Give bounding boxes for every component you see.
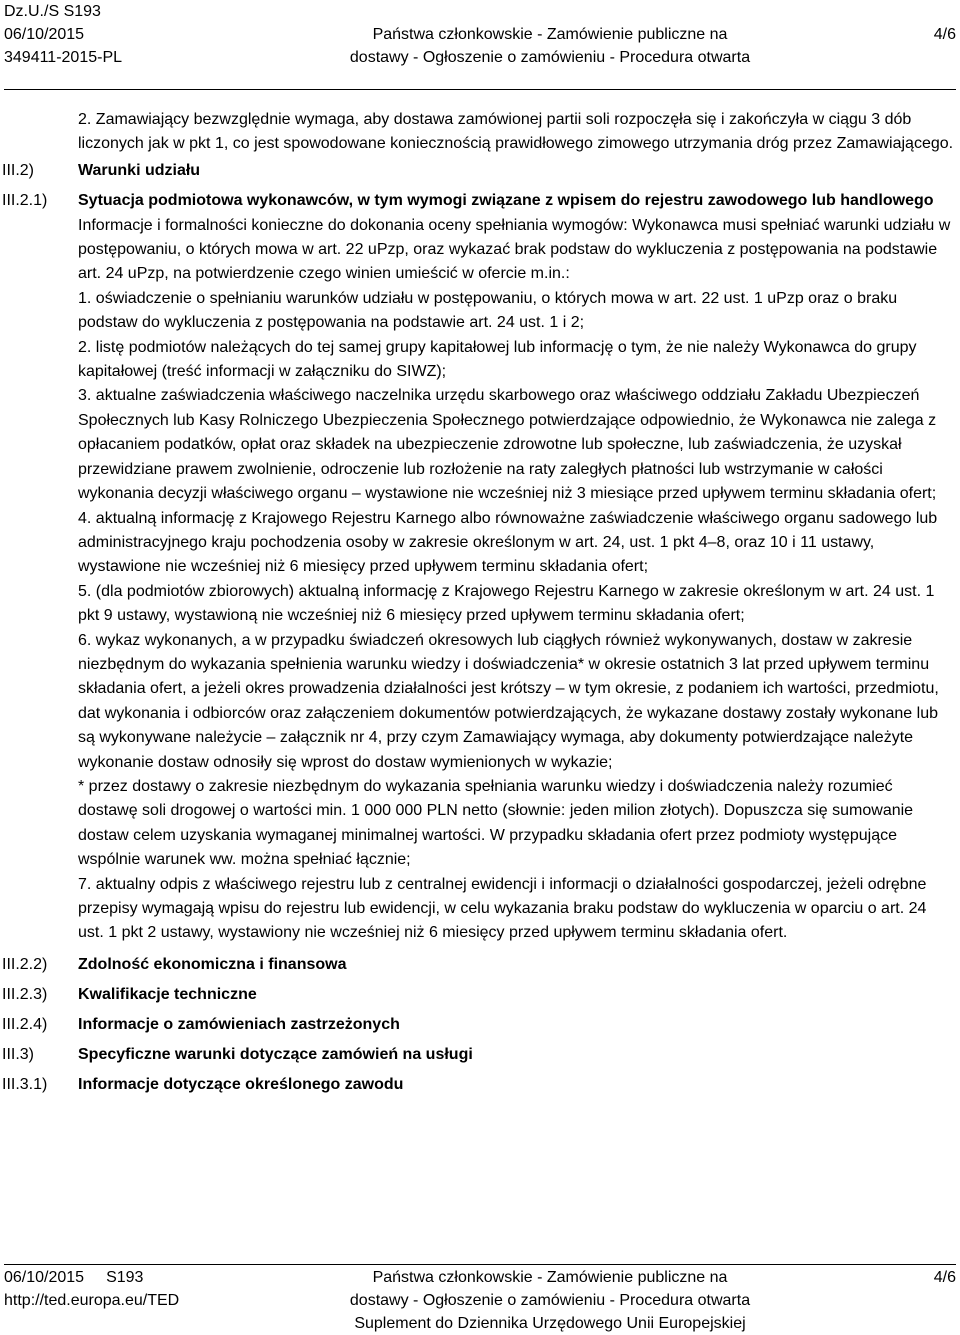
body-paragraph: 7. aktualny odpis z właściwego rejestru lub z centralnej ewidencji i informacji o działalności gospodarczej, jeżeli odrębne przepisy wymagają wpisu do rejestru lub ewidencji, w celu wykazania braku podstaw do wykluczenia w oparciu o art. 24 ust. 1 pkt 2 ustawy, wystawiony nie wcześniej niż 6 miesięcy przed upływem terminu składania ofert. [78, 875, 927, 942]
section-number: III.2.1) [2, 192, 48, 210]
footer-title-line3: Suplement do Dziennika Urzędowego Unii Europejskiej [354, 1315, 746, 1332]
header-page-number: 4/6 [933, 26, 956, 43]
body-paragraph: * przez dostawy o zakresie niezbędnym do wykazania spełniania warunku wiedzy i doświadczenia należy rozumieć dostawę soli drogowej o wartości min. 1 000 000 PLN netto (słownie: jeden milion złotych). Dopuszcza się sumowanie dostaw celem uzyskania wymaganej minimalnej wartości. W przypadku składania ofert przez podmioty występujące wspólnie warunek ww. można spełniać łącznie; [78, 777, 914, 869]
section-row-III-2-1 [0, 189, 960, 213]
header-title-line1: Państwa członkowskie - Zamówienie publiczne na [372, 26, 728, 43]
section-title-sytuacja: Sytuacja podmiotowa wykonawców, w tym wymogi związane z wpisem do rejestru zawodowego lub handlowego [78, 192, 934, 210]
header-divider [4, 89, 956, 90]
footer-title [300, 1266, 800, 1335]
journal-ref: Dz.U./S S193 [4, 3, 101, 20]
body-paragraph: 5. (dla podmiotów zbiorowych) aktualną informację z Krajowego Rejestru Karnego w zakresie określonym w art. 24 ust. 1 pkt 9 ustawy, wystawioną nie wcześniej niż 6 miesięcy przed upływem terminu składania ofert; [78, 582, 935, 625]
section-number: III.2) [2, 161, 35, 179]
footer-issue: S193 [106, 1269, 144, 1286]
notice-id: 349411-2015-PL [4, 49, 123, 66]
intro-paragraph: 2. Zamawiający bezwzględnie wymaga, aby dostawa zamówionej partii soli rozpoczęła się i zakończyła w ciągu 3 dób liczonych jak w pkt 1, co jest spowodowane koniecznością prawidłowego zimowego utrzymania dróg przez Zamawiającego. [78, 111, 954, 153]
footer-left [4, 1266, 179, 1312]
subsection-number: III.2.2) [2, 955, 48, 973]
footer-page-number: 4/6 [933, 1269, 956, 1286]
body-paragraph: 4. aktualną informację z Krajowego Rejestru Karnego albo równoważne zaświadczenie właściwego organu sadowego lub administracyjnego kraju pochodzenia osoby w zakresie określonym w art. 24, ust. 1 pkt 4–8, oraz 10 i 11 ustawy, wystawione nie wcześniej niż 6 miesięcy przed upływem terminu składania ofert; [78, 509, 938, 576]
publication-date: 06/10/2015 [4, 26, 85, 43]
subsection-row [0, 1040, 960, 1070]
subsection-title: Specyficzne warunki dotyczące zamówień na usługi [78, 1045, 473, 1063]
header-title-line2: dostawy - Ogłoszenie o zamówieniu - Procedura otwarta [349, 49, 751, 66]
subsection-number: III.3.1) [2, 1075, 48, 1093]
subsection-title: Kwalifikacje techniczne [78, 985, 257, 1003]
footer-url[interactable]: http://ted.europa.eu/TED [4, 1292, 180, 1309]
footer-title-line2: dostawy - Ogłoszenie o zamówieniu - Procedura otwarta [349, 1292, 751, 1309]
subsection-title: Informacje o zamówieniach zastrzeżonych [78, 1015, 400, 1033]
section-title-warunki: Warunki udziału [78, 161, 201, 179]
footer-divider [4, 1264, 956, 1265]
header-left [4, 0, 122, 69]
header-title [335, 23, 765, 69]
footer-title-line1: Państwa członkowskie - Zamówienie publiczne na [372, 1269, 728, 1286]
body-paragraph: 3. aktualne zaświadczenia właściwego naczelnika urzędu skarbowego oraz właściwego oddziału Zakładu Ubezpieczeń Społecznych lub Kasy Rolniczego Ubezpieczenia Społecznego potwierdzające odpowiednio, że Wykonawca nie zalega z opłacaniem podatków, opłat oraz składek na ubezpieczenie zdrowotne lub społeczne, lub zaświadczenia, że uzyskał przewidziane prawem zwolnienie, odroczenie lub rozłożenie na raty zaległych płatności lub wstrzymanie w całości wykonania decyzji właściwego organu – wystawione nie wcześniej niż 3 miesiące przed upływem terminu składania ofert; [78, 387, 937, 503]
subsection-title: Zdolność ekonomiczna i finansowa [78, 955, 347, 973]
subsection-number: III.2.3) [2, 985, 48, 1003]
section-row-III-2 [0, 159, 960, 183]
document-body [0, 108, 960, 1100]
body-paragraph: 2. listę podmiotów należących do tej samej grupy kapitałowej lub informację o tym, że nie należy Wykonawca do grupy kapitałowej (treść informacji w załączniku do SIWZ); [78, 338, 917, 381]
subsection-number: III.2.4) [2, 1015, 48, 1033]
page-header [0, 0, 960, 90]
subsection-row [0, 1070, 960, 1100]
body-paragraph: Informacje i formalności konieczne do dokonania oceny spełniania wymogów: Wykonawca musi spełniać warunki udziału w postępowaniu, o których mowa w art. 22 uPzp, oraz wykazać brak podstaw do wykluczenia z postępowania na podstawie art. 24 uPzp, na potwierdzenie czego winien umieścić w ofercie m.in.: [78, 216, 951, 283]
page-footer [0, 1262, 960, 1334]
section-body [0, 214, 960, 946]
subsection-title: Informacje dotyczące określonego zawodu [78, 1075, 404, 1093]
intro-row [0, 108, 960, 157]
body-paragraph: 1. oświadczenie o spełnianiu warunków udziału w postępowaniu, o których mowa w art. 22 ust. 1 uPzp oraz o braku podstaw do wykluczenia z postępowania na podstawie art. 24 ust. 1 i 2; [78, 289, 898, 332]
footer-date: 06/10/2015 [4, 1269, 85, 1286]
subsection-number: III.3) [2, 1045, 35, 1063]
subsection-row [0, 980, 960, 1010]
body-paragraph: 6. wykaz wykonanych, a w przypadku świadczeń okresowych lub ciągłych również wykonywanych, dostaw w zakresie niezbędnym do wykazania spełnienia warunku wiedzy i doświadczenia* w okresie ostatnich 3 lat przed upływem terminu składania ofert, a jeżeli okres prowadzenia działalności jest krótszy – w tym okresie, z podaniem ich wartości, przedmiotu, dat wykonania i odbiorców oraz załączeniem dokumentów potwierdzających, że wykazane dostawy zostały wykonane lub są wykonywane należycie – załącznik nr 4, przy czym Zamawiający wymaga, aby dokumenty potwierdzające należyte wykonanie dostaw odnosiły się wprost do dostaw wymienionych w wykazie; [78, 631, 939, 771]
subsection-row [0, 1010, 960, 1040]
subsection-row [0, 950, 960, 980]
